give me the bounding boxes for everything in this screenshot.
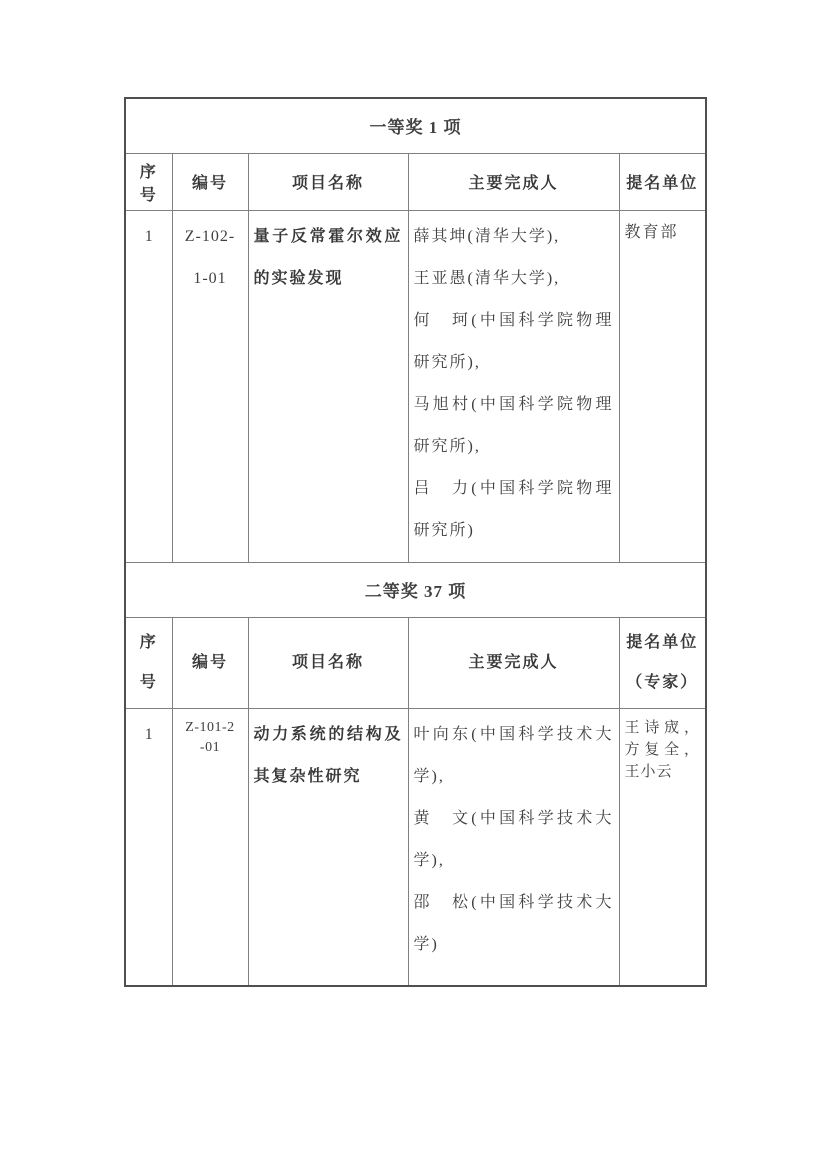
- code-cell: Z-102- 1-01: [172, 210, 248, 562]
- col-header-code: 编号: [172, 153, 248, 210]
- col-header-nominator-expert-2: 提名单位 （专家）: [619, 617, 706, 708]
- serial-cell: 1: [125, 708, 172, 986]
- header-row-second-prize: [125, 617, 706, 708]
- col-header-main-contributors-2: 主要完成人: [408, 617, 619, 708]
- col-header-main-contributors: 主要完成人: [408, 153, 619, 210]
- col-header-code-2: 编号: [172, 617, 248, 708]
- col-header-project-name-2: 项目名称: [248, 617, 408, 708]
- nominator-cell: 教育部: [619, 210, 706, 562]
- header-row-first-prize: [125, 153, 706, 210]
- col-header-project-name: 项目名称: [248, 153, 408, 210]
- awards-table: [124, 97, 707, 987]
- serial-cell: 1: [125, 210, 172, 562]
- project-name-cell: 量子反常霍尔效应的实验发现: [248, 210, 408, 562]
- contributors-cell: 薛其坤(清华大学), 王亚愚(清华大学), 何 珂(中国科学院物理研究所), 马旭村(中国科学院物理研究所), 吕 力(中国科学院物理研究所): [408, 210, 619, 562]
- col-header-serial: 序号: [125, 153, 172, 210]
- nominator-cell: 王诗宬，方复全，王小云: [619, 708, 706, 986]
- project-name-cell: 动力系统的结构及其复杂性研究: [248, 708, 408, 986]
- section-title-first-prize: 一等奖 1 项: [125, 98, 706, 153]
- code-cell: Z-101-2 -01: [172, 708, 248, 986]
- col-header-nominator: 提名单位: [619, 153, 706, 210]
- contributors-cell: 叶向东(中国科学技术大学), 黄 文(中国科学技术大学), 邵 松(中国科学技术大学): [408, 708, 619, 986]
- table-row: [125, 708, 706, 986]
- section-row-second-prize: [125, 562, 706, 617]
- col-header-serial-2: 序号: [125, 617, 172, 708]
- table-row: [125, 210, 706, 562]
- section-row-first-prize: [125, 98, 706, 153]
- section-title-second-prize: 二等奖 37 项: [125, 562, 706, 617]
